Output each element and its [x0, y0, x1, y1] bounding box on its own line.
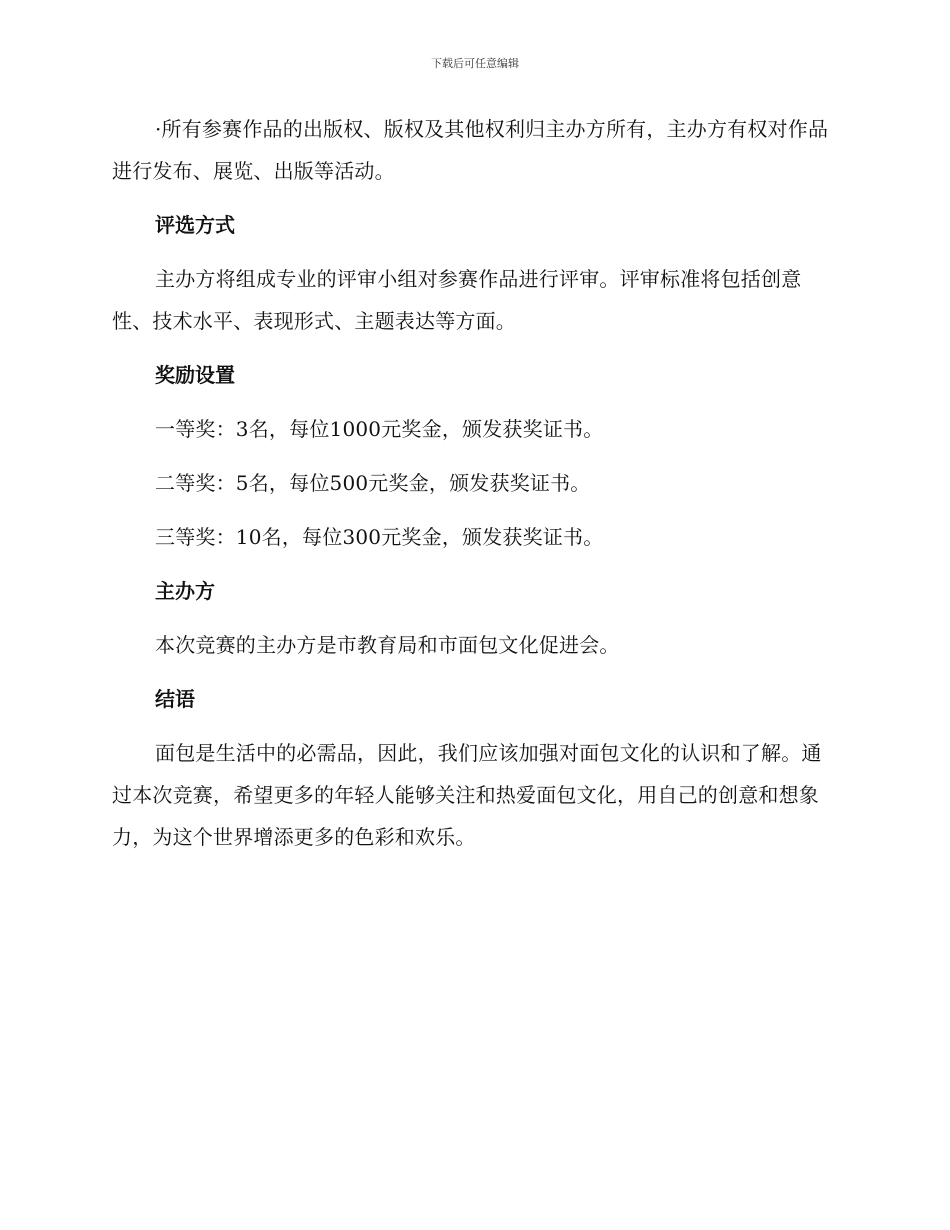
header-note: 下载后可任意编辑 — [431, 57, 519, 70]
award-first-prize: 一等奖：3名，每位1000元奖金，颁发获奖证书。 — [155, 417, 604, 441]
section-heading-awards: 奖励设置 — [155, 363, 235, 387]
organizer-paragraph: 本次竞赛的主办方是市教育局和市面包文化促进会。 — [155, 633, 620, 657]
section-heading-evaluation: 评选方式 — [155, 213, 235, 237]
award-second-prize: 二等奖：5名，每位500元奖金，颁发获奖证书。 — [155, 471, 591, 495]
evaluation-paragraph: 主办方将组成专业的评审小组对参赛作品进行评审。评审标准将包括创意性、技术水平、表现形式、主题表达等方面。 — [112, 267, 802, 333]
section-heading-organizer: 主办方 — [155, 579, 215, 603]
award-third-prize: 三等奖：10名，每位300元奖金，颁发获奖证书。 — [155, 525, 604, 549]
document-body — [112, 108, 832, 870]
section-heading-conclusion: 结语 — [155, 687, 195, 711]
conclusion-paragraph: 面包是生活中的必需品，因此，我们应该加强对面包文化的认识和了解。通过本次竞赛，希望更多的年轻人能够关注和热爱面包文化，用自己的创意和想象力，为这个世界增添更多的色彩和欢乐。 — [112, 741, 822, 849]
copyright-paragraph: ·所有参赛作品的出版权、版权及其他权利归主办方所有，主办方有权对作品进行发布、展览、出版等活动。 — [112, 117, 829, 183]
